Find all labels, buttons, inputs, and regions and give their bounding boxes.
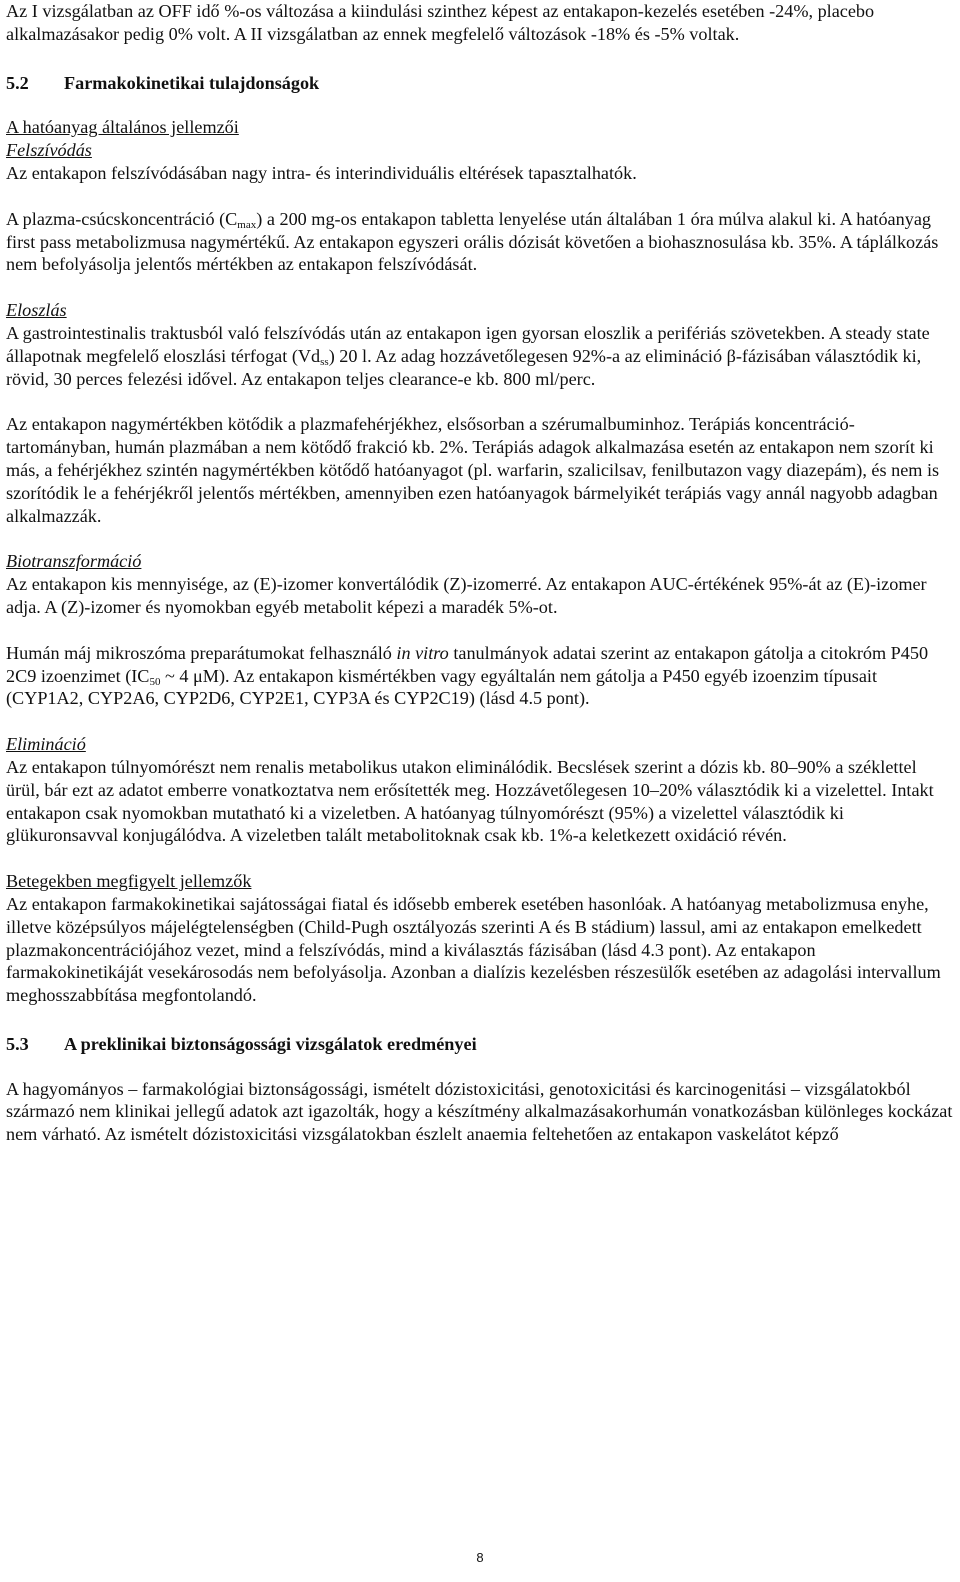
distribution-paragraph-1 (6, 322, 954, 390)
italic-text: in vitro (396, 642, 449, 663)
intro-paragraph: Az I vizsgálatban az OFF idő %-os változása a kiindulási szinthez képest az entakapon-kezelés esetében -24%, placebo alkalmazásakor pedig 0% volt. A II vizsgálatban az ennek megfelelő változások -18% és -5% voltak. (6, 1, 875, 44)
biotransformation-heading: Biotranszformáció (6, 551, 142, 572)
page-number: 8 (476, 1550, 484, 1565)
text-run: ) 20 l. Az adag hozzávetőlegesen 92%-a az elimináció β-fázisában választódik ki, rövid, 30 perces felezési idővel. Az entakapon teljes clearance-e kb. 800 ml/perc. (6, 345, 922, 389)
section-number: 5.3 (6, 1033, 29, 1054)
text-run: A gastrointestinalis traktusból való felszívódás után az entakapon igen gyorsan eloszlik a perifériás szövetekben. A steady state állapotnak megfelelő eloszlási térfogat (Vd (6, 322, 930, 366)
document-page (6, 0, 954, 1146)
distribution-paragraph-2: Az entakapon nagymértékben kötődik a plazmafehérjékhez, elsősorban a szérumalbuminhoz. Terápiás koncentráció-tartományban, humán plazmában a nem kötődő frakció kb. 2%. Terápiás adagok alkalmazása esetén az entakapon nem szorít ki más, a fehérjékhez szintén nagymértékben kötődő hatóanyagot (pl. warfarin, szalicilsav, fenilbutazon vagy diazepám), és nem is szorítódik le a fehérjékről jelentős mértékben, amennyiben ezen hatóanyagok bármelyikét terápiás vagy annál nagyobb adagban alkalmazzák. (6, 414, 940, 526)
section-title: Farmakokinetikai tulajdonságok (64, 72, 320, 93)
section-5-2-heading (6, 72, 954, 95)
text-run: A plazma-csúcskoncentráció (C (6, 208, 238, 229)
subscript: 50 (149, 675, 161, 688)
preclinical-paragraph: A hagyományos – farmakológiai biztonságossági, ismételt dózistoxicitási, genotoxicitási és karcinogenitási – vizsgálatokból származó nem klinikai jellegű adatok azt igazolták, hogy a készítmény alkalmazásakorhumán vonatkozásban különleges kockázat nem várható. Az ismételt dózistoxicitási vizsgálatokban észlelt anaemia feltehetően az entakapon vaskelátot képző (6, 1078, 953, 1145)
section-number: 5.2 (6, 72, 29, 93)
elimination-paragraph: Az entakapon túlnyomórészt nem renalis metabolikus utakon eliminálódik. Becslések szerint a dózis kb. 80–90% a széklettel ürül, bár ezt az adatot emberre vonatkoztatva nem erősítették meg. Hozzávetőlegesen 10–20% választódik ki a vizelettel. Intakt entakapon csak nyomokban mutatható ki a vizeletben. A hatóanyag túlnyomórészt (95%) a vizelettel választódik ki glükuronsavval konjugálódva. A vizeletben talált metabolitoknak csak kb. 1%-a keletkezett oxidáció révén. (6, 756, 934, 846)
biotransformation-paragraph-1: Az entakapon kis mennyisége, az (E)-izomer konvertálódik (Z)-izomerré. Az entakapon AUC-értékének 95%-át az (E)-izomer adja. A (Z)-izomer és nyomokban egyéb metabolit képezi a maradék 5%-ot. (6, 574, 927, 617)
general-characteristics-heading: A hatóanyag általános jellemzői (6, 117, 239, 138)
subscript: ss (320, 355, 329, 368)
absorption-paragraph-2 (6, 208, 954, 276)
absorption-heading: Felszívódás (6, 140, 92, 161)
patient-characteristics-heading: Betegekben megfigyelt jellemzők (6, 871, 252, 892)
absorption-paragraph-1: Az entakapon felszívódásában nagy intra- és interindividuális eltérések tapasztalhatók. (6, 162, 637, 183)
section-5-3-heading (6, 1033, 954, 1056)
biotransformation-paragraph-2 (6, 642, 954, 710)
text-run: Humán máj mikroszóma preparátumokat felhasználó (6, 642, 397, 663)
subscript: max (237, 218, 257, 231)
elimination-heading: Elimináció (6, 734, 86, 755)
section-title: A preklinikai biztonságossági vizsgálatok eredményei (64, 1033, 477, 1054)
patient-characteristics-paragraph: Az entakapon farmakokinetikai sajátosságai fiatal és idősebb emberek esetében hasonlóak. A hatóanyag metabolizmusa enyhe, illetve középsúlyos májelégtelenségben (Child-Pugh osztályozás szerinti A és B stádium) lassul, ami az entakapon emelkedett plazmakoncentrációjához vezet, mind a felszívódás, mind a kiválasztás fázisában (lásd 4.3 pont). Az entakapon farmakokinetikáját vesekárosodás nem befolyásolja. Azonban a dialízis kezelésben részesülők esetében az adagolási intervallum meghosszabbítása megfontolandó. (6, 893, 941, 1006)
text-run: tanulmányok adatai szerint az entakapon gátolja a citokróm P450 2C9 izoenzimet (IC (6, 642, 929, 686)
text-run: ) a 200 mg-os entakapon tabletta lenyelése után általában 1 óra múlva alakul ki. A hatóanyag first pass metabolizmusa nagymértékű. Az entakapon egyszeri orális dózisát követően a biohasznosulása kb. 35%. A táplálkozás nem befolyásolja jelentős mértékben az entakapon felszívódását. (6, 208, 939, 275)
distribution-heading: Eloszlás (6, 300, 67, 321)
text-run: ~ 4 μM). Az entakapon kismértékben vagy egyáltalán nem gátolja a P450 egyéb izoenzim típusait (CYP1A2, CYP2A6, CYP2D6, CYP2E1, CYP3A és CYP2C19) (lásd 4.5 pont). (6, 665, 878, 709)
